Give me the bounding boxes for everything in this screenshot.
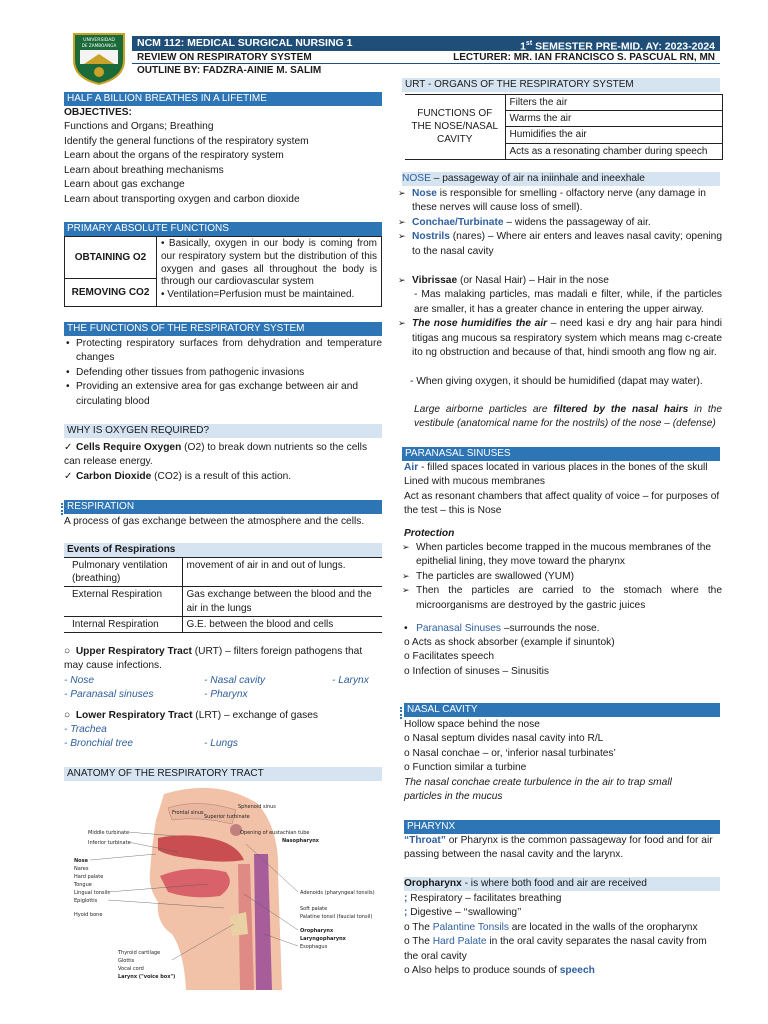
svg-text:Frontal sinus: Frontal sinus (172, 810, 204, 816)
section-primary-functions: PRIMARY ABSOLUTE FUNCTIONS (64, 222, 382, 236)
list-item: o Nasal conchae – or, ‘inferior nasal turbinates’ (404, 747, 616, 759)
section-half-billion: HALF A BILLION BREATHES IN A LIFETIME (64, 92, 382, 106)
svg-text:Lingual tonsils: Lingual tonsils (74, 890, 110, 896)
objectives-block (64, 106, 382, 207)
list-item: • Protecting respiratory surfaces from dehydration and temperature changes (64, 337, 382, 366)
svg-text:Hyoid bone: Hyoid bone (74, 912, 103, 918)
urt-item: - Larynx (332, 674, 369, 686)
removing-co2-cell: REMOVING CO2 (65, 279, 157, 307)
list-item: o Also helps to produce sounds of speech (404, 965, 595, 977)
svg-text:Tongue: Tongue (74, 882, 92, 888)
events-title: Events of Respirations (64, 543, 382, 557)
header-course-bar (132, 36, 720, 51)
svg-text:Inferior turbinate: Inferior turbinate (88, 840, 131, 846)
objective-item: Learn about the organs of the respiratory system (64, 150, 284, 162)
protection-list (402, 541, 722, 613)
list-item: ; Digestive – ‘‘swallowing’’ (404, 907, 522, 919)
event-name: External Respiration (64, 587, 182, 616)
svg-text:Palatine tonsil (faucial tonsi: Palatine tonsil (faucial tonsil) (300, 914, 373, 920)
functions-list (64, 337, 382, 409)
svg-text:Soft palate: Soft palate (300, 906, 328, 912)
list-item: ; Respiratory – facilitates breathing (404, 893, 562, 904)
large-particles-note: Large airborne particles are filtered by the nasal hairs in the vestibule (anatomical name for the nostrils) of the nose – (defense) (414, 404, 722, 430)
list-item: o Infection of sinuses – Sinusitis (404, 665, 549, 677)
paranasal-text: Air - filled spaces located in various places in the bones of the skull Lined with mucous membranes Act as resonant chambers that affect quality of voice – for purposes of the test – this is Nose (404, 462, 720, 517)
paranasal-surround: • Paranasal Sinuses –surrounds the nose. (404, 623, 600, 634)
svg-text:Opening of eustachian tube: Opening of eustachian tube (240, 830, 310, 836)
obtaining-o2-cell: OBTAINING O2 (65, 237, 157, 279)
event-desc: Gas exchange between the blood and the air in the lungs (182, 587, 382, 616)
urt-item: - Nose (64, 674, 95, 686)
list-item: ➢ Conchae/Turbinate – widens the passageway of air. (398, 216, 722, 230)
lrt-item: - Bronchial tree (64, 738, 134, 750)
lrt-item: - Lungs (204, 738, 238, 750)
urt-item: - Nasal cavity (204, 674, 266, 686)
list-item: ➢ The particles are swallowed (YUM) (402, 570, 722, 584)
svg-text:Glottis: Glottis (118, 958, 135, 964)
section-pharynx: PHARYNX (404, 820, 720, 834)
lrt-block: ○ Lower Respiratory Tract (LRT) – exchange of gases - Trachea - Bronchial tree - Lungs (64, 709, 382, 751)
section-nasal-cavity: NASAL CAVITY (404, 703, 720, 717)
list-item: o The Palantine Tonsils are located in the walls of the oropharynx (404, 921, 698, 933)
paranasal-items (404, 636, 722, 679)
humidify-note: - When giving oxygen, it should be humidified (dapat may water). (410, 376, 703, 387)
event-desc: movement of air in and out of lungs. (182, 558, 382, 587)
semester-label: 1st SEMESTER PRE-MID. AY: 2023-2024 (520, 40, 715, 53)
list-item: ➢ Nostrils (nares) – Where air enters and leaves nasal cavity; opening to the nasal cavity (398, 230, 722, 259)
svg-text:Superior turbinate: Superior turbinate (204, 814, 250, 820)
objective-item: Functions and Organs; Breathing (64, 121, 214, 133)
margin-marker (400, 707, 402, 719)
svg-text:Laryngopharynx: Laryngopharynx (300, 936, 346, 942)
nose-function-item: Warms the air (505, 111, 723, 127)
svg-text:DE ZAMBOANGA: DE ZAMBOANGA (81, 43, 117, 48)
course-title: NCM 112: MEDICAL SURGICAL NURSING 1 (137, 37, 353, 49)
objective-item: Learn about gas exchange (64, 179, 185, 191)
nose-functions-label: FUNCTIONS OF THE NOSE/NASAL CAVITY (405, 95, 505, 160)
event-name: Internal Respiration (64, 616, 182, 632)
section-anatomy: ANATOMY OF THE RESPIRATORY TRACT (64, 767, 382, 781)
nose-functions-table (405, 94, 723, 160)
list-item: o Acts as shock absorber (example if sinuntok) (404, 637, 615, 648)
svg-text:Middle turbinate: Middle turbinate (88, 830, 130, 836)
nose-list (398, 187, 722, 259)
urt-block: ○ Upper Respiratory Tract (URT) – filters foreign pathogens that may cause infections. - Nose - Nasal cavity - Larynx - Paranasal sinuses - Pharynx (64, 645, 382, 702)
list-item: ➢ When particles become trapped in the mucous membranes of the epithelial lining, they move toward the pharynx (402, 541, 722, 570)
primary-functions-table (64, 236, 382, 307)
svg-text:Nasopharynx: Nasopharynx (282, 838, 319, 844)
list-item: o Nasal septum divides nasal cavity into R/L (404, 733, 604, 745)
section-urt-organs: URT - ORGANS OF THE RESPIRATORY SYSTEM (402, 78, 720, 92)
svg-text:Nose: Nose (74, 858, 88, 864)
svg-text:Larynx ("voice box"): Larynx ("voice box") (118, 974, 176, 980)
nose-heading: NOSE – passageway of air na iniinhale and ineexhale (402, 172, 720, 186)
list-item: o Facilitates speech (404, 651, 495, 663)
protection-label: Protection (404, 528, 455, 539)
svg-text:Sphenoid sinus: Sphenoid sinus (238, 804, 276, 810)
section-paranasal: PARANASAL SINUSES (402, 447, 720, 461)
objective-item: Learn about breathing mechanisms (64, 164, 224, 176)
list-item: ➢ The nose humidifies the air – need kasi e dry ang hair para hindi titigas ang mucous sa respiratory system which means mag c-create ito ng obstruction and because of that, hindi smooth ang flow ng air. (398, 317, 722, 360)
svg-text:Hard palate: Hard palate (74, 874, 104, 880)
list-item: ➢ Then the particles are carried to the stomach where the microorganisms are destroyed by the gastric juices (402, 584, 722, 613)
objective-item: Learn about transporting oxygen and carbon dioxide (64, 193, 300, 205)
urt-item: - Pharynx (204, 688, 248, 700)
pharynx-text: “Throat” or Pharynx is the common passageway for food and for air passing between the nasal cavity and the larynx. (404, 835, 713, 861)
anatomy-illustration (68, 784, 376, 990)
urt-item: - Paranasal sinuses (64, 688, 154, 700)
primary-description: • Basically, oxygen in our body is coming from our respiratory system but the distribution of this oxygen and gases all throughout the body is through our cardiovascular system • Ventilation=Perfusion must be maintained. (157, 237, 382, 307)
list-item: o The Hard Palate in the oral cavity separates the nasal cavity from the oral cavity (404, 936, 707, 962)
nose-function-item: Filters the air (505, 95, 723, 111)
event-desc: G.E. between the blood and cells (182, 616, 382, 632)
lecturer-label: LECTURER: MR. IAN FRANCISCO S. PASCUAL RN, MN (453, 52, 715, 63)
header-review-line (132, 51, 720, 64)
table-row (64, 558, 382, 587)
respiration-text: A process of gas exchange between the atmosphere and the cells. (64, 516, 365, 527)
margin-marker (61, 503, 63, 515)
objective-item: Identify the general functions of the respiratory system (64, 135, 309, 147)
svg-text:UNIVERSIDAD: UNIVERSIDAD (83, 38, 115, 43)
nose-function-item: Humidifies the air (505, 127, 723, 143)
outline-author: OUTLINE BY: FADZRA-AINIE M. SALIM (137, 65, 322, 76)
oropharynx-heading: Oropharynx - is where both food and air are received (404, 877, 720, 891)
lrt-item: - Trachea (64, 724, 107, 736)
nasal-cavity-text: Hollow space behind the nose o Nasal septum divides nasal cavity into R/L o Nasal conchae – or, ‘inferior nasal turbinates’ o Function similar a turbine The nasal conchae create turbulence in the air to trap small particles in the mucus (404, 718, 722, 805)
section-functions: THE FUNCTIONS OF THE RESPIRATORY SYSTEM (64, 322, 382, 336)
list-item: Hollow space behind the nose (404, 719, 540, 730)
svg-text:Epiglottis: Epiglottis (74, 898, 98, 904)
list-item: • Defending other tissues from pathogenic invasions (64, 366, 382, 380)
list-item: • Providing an extensive area for gas exchange between air and circulating blood (64, 380, 382, 409)
vibrissae-list (398, 274, 722, 361)
event-name: Pulmonary ventilation (breathing) (64, 558, 182, 587)
section-why-oxygen: WHY IS OXYGEN REQUIRED? (64, 424, 382, 438)
svg-text:Oropharynx: Oropharynx (300, 928, 334, 934)
nose-function-item: Acts as a resonating chamber during speech (505, 143, 723, 159)
svg-text:Vocal cord: Vocal cord (118, 966, 144, 972)
svg-text:Thyroid cartilage: Thyroid cartilage (118, 950, 161, 956)
svg-text:Esophagus: Esophagus (300, 944, 328, 950)
list-item: ➢ Vibrissae (or Nasal Hair) – Hair in the nose - Mas malaking particles, mas madali e filter, while, if the particles are smaller, it has a greater chance in entering the upper airway. (398, 274, 722, 317)
oropharynx-items (404, 892, 722, 979)
table-row (64, 587, 382, 616)
svg-text:Nares: Nares (74, 866, 89, 872)
section-respiration: RESPIRATION (64, 500, 382, 514)
svg-text:Adenoids (pharyngeal tonsils): Adenoids (pharyngeal tonsils) (300, 890, 375, 896)
why-oxygen-text: ✓ Cells Require Oxygen (O2) to break down nutrients so the cells can release energy. ✓ Carbon Dioxide (CO2) is a result of this action. (64, 442, 368, 482)
events-table (64, 557, 382, 633)
university-logo (68, 30, 130, 86)
objectives-label: OBJECTIVES: (64, 107, 132, 118)
list-item: ➢ Nose is responsible for smelling - olfactory nerve (any damage in these nerves will cause loss of smell). (398, 187, 722, 216)
list-item: o Function similar a turbine (404, 762, 527, 774)
review-title: REVIEW ON RESPIRATORY SYSTEM (137, 52, 312, 63)
table-row (64, 616, 382, 632)
